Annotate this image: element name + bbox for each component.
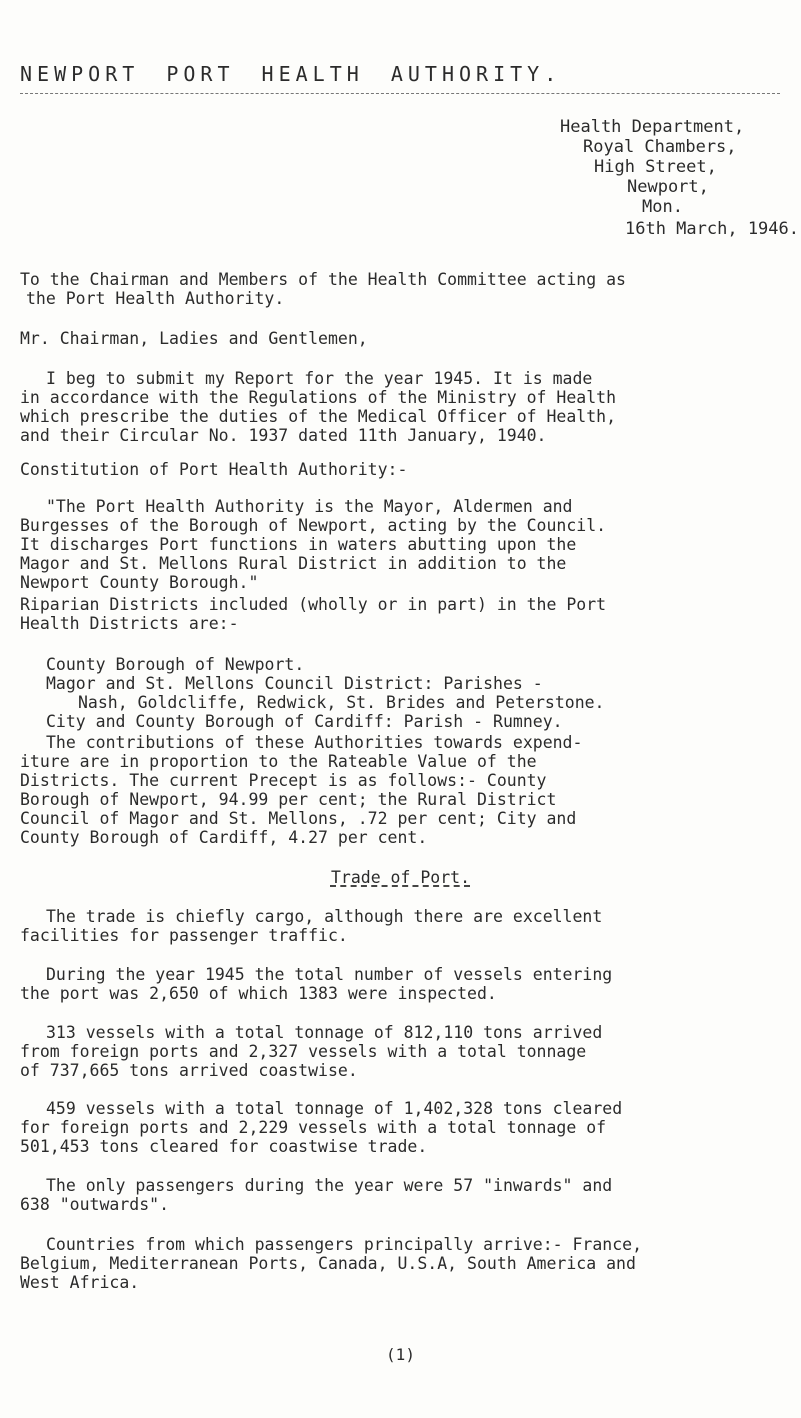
text-line: the port was 2,650 of which 1383 were inspected.: [20, 984, 497, 1003]
text-line: Riparian Districts included (wholly or in part) in the Port: [20, 595, 607, 614]
trade-paragraph-6: [20, 1235, 795, 1292]
address-line: High Street,: [594, 157, 717, 177]
list-item: County Borough of Newport.: [46, 655, 305, 674]
title-rule: [20, 93, 780, 94]
greeting: Mr. Chairman, Ladies and Gentlemen,: [20, 329, 368, 348]
constitution-heading: Constitution of Port Health Authority:-: [20, 460, 408, 479]
letter-date: 16th March, 1946.: [625, 219, 799, 239]
sender-address: [560, 117, 800, 239]
addressee-line: To the Chairman and Members of the Health Committee acting as: [20, 270, 626, 289]
text-line: 638 "outwards".: [20, 1195, 170, 1214]
text-line: The only passengers during the year were 57 "inwards" and: [46, 1176, 613, 1195]
text-line: Magor and St. Mellons Rural District in addition to the: [20, 554, 567, 573]
text-line: Districts. The current Precept is as follows:- County: [20, 771, 547, 790]
list-item: City and County Borough of Cardiff: Parish - Rumney.: [46, 712, 563, 731]
text-line: Countries from which passengers principally arrive:- France,: [46, 1235, 643, 1254]
contributions-paragraph: [20, 733, 795, 847]
text-line: Borough of Newport, 94.99 per cent; the Rural District: [20, 790, 557, 809]
text-line: Health Districts are:-: [20, 614, 239, 633]
trade-paragraph-3: [20, 1023, 795, 1080]
text-line: "The Port Health Authority is the Mayor, Aldermen and: [46, 497, 573, 516]
address-line: Mon.: [642, 197, 683, 217]
trade-paragraph-5: [20, 1176, 795, 1214]
text-line: facilities for passenger traffic.: [20, 926, 348, 945]
text-line: It discharges Port functions in waters abutting upon the: [20, 535, 577, 554]
trade-heading: [0, 868, 801, 887]
riparian-list: [20, 655, 795, 731]
text-line: Newport County Borough.": [20, 573, 259, 592]
text-line: 459 vessels with a total tonnage of 1,402,328 tons cleared: [46, 1099, 623, 1118]
text-line: iture are in proportion to the Rateable Value of the: [20, 752, 537, 771]
text-line: in accordance with the Regulations of the Ministry of Health: [20, 388, 617, 407]
text-line: for foreign ports and 2,229 vessels with a total tonnage of: [20, 1118, 607, 1137]
constitution-quote: [20, 497, 795, 592]
address-line: Health Department,: [560, 117, 745, 137]
trade-heading-text: Trade of Port.: [330, 868, 471, 887]
text-line: Burgesses of the Borough of Newport, acting by the Council.: [20, 516, 607, 535]
addressee: [20, 270, 795, 308]
text-line: During the year 1945 the total number of vessels entering: [46, 965, 613, 984]
address-line: Royal Chambers,: [583, 137, 737, 157]
text-line: which prescribe the duties of the Medical Officer of Health,: [20, 407, 617, 426]
intro-paragraph: [20, 369, 795, 445]
text-line: 313 vessels with a total tonnage of 812,110 tons arrived: [46, 1023, 603, 1042]
text-line: 501,453 tons cleared for coastwise trade.: [20, 1137, 428, 1156]
trade-paragraph-1: [20, 907, 795, 945]
text-line: West Africa.: [20, 1273, 140, 1292]
address-line: Newport,: [627, 177, 709, 197]
page-number: (1): [386, 1345, 415, 1364]
text-line: from foreign ports and 2,327 vessels with a total tonnage: [20, 1042, 587, 1061]
text-line: The contributions of these Authorities towards expend-: [46, 733, 583, 752]
text-line: and their Circular No. 1937 dated 11th January, 1940.: [20, 426, 547, 445]
list-item: Magor and St. Mellons Council District: Parishes -: [46, 674, 543, 693]
document-title: NEWPORT PORT HEALTH AUTHORITY.: [20, 62, 562, 86]
list-item: Nash, Goldcliffe, Redwick, St. Brides and Peterstone.: [78, 693, 605, 712]
riparian-heading: [20, 595, 795, 633]
text-line: of 737,665 tons arrived coastwise.: [20, 1061, 358, 1080]
text-line: County Borough of Cardiff, 4.27 per cent.: [20, 828, 428, 847]
text-line: The trade is chiefly cargo, although there are excellent: [46, 907, 603, 926]
text-line: Belgium, Mediterranean Ports, Canada, U.S.A, South America and: [20, 1254, 636, 1273]
trade-paragraph-2: [20, 965, 795, 1003]
trade-paragraph-4: [20, 1099, 795, 1156]
text-line: I beg to submit my Report for the year 1945. It is made: [46, 369, 593, 388]
addressee-line: the Port Health Authority.: [26, 289, 285, 308]
text-line: Council of Magor and St. Mellons, .72 per cent; City and: [20, 809, 577, 828]
